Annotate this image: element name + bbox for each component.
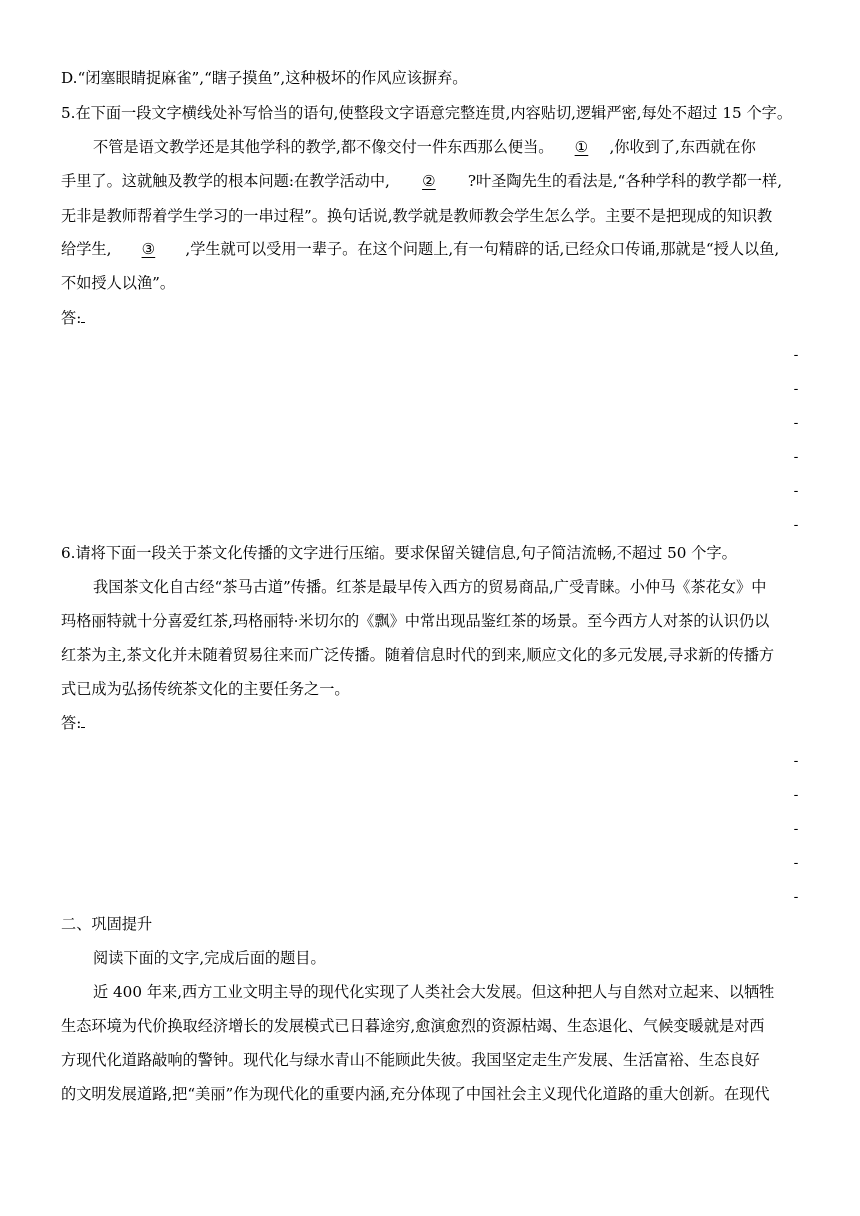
question-6-prompt: 6.请将下面一段关于茶文化传播的文字进行压缩。要求保留关键信息,句子简洁流畅,不超过 50 个字。 [61,544,737,562]
answer-blank-2[interactable]: ② [422,172,436,190]
passage-text: ?叶圣陶先生的看法是,“各种学科的教学都一样, [467,172,783,190]
question-5-passage-line [93,137,801,157]
question-6-passage-line: 式已成为弘扬传统茶文化的主要任务之一。 [61,680,350,698]
option-d: D.“闭塞眼睛捉麻雀”,“瞎子摸鱼”,这种极坏的作风应该摒弃。 [61,69,468,87]
reading-passage-line: 方现代化道路敲响的警钟。现代化与绿水青山不能顾此失彼。我国坚定走生产发展、生活富裕、生态良好 [61,1051,760,1069]
passage-text: 给学生, [61,240,112,258]
answer-blank-1[interactable]: ① [574,138,589,156]
answer-label [61,713,801,733]
question-6-passage-line: 红茶为主,茶文化并未随着贸易往来而广泛传播。随着信息时代的到来,顺应文化的多元发展,寻求新的传播方 [61,646,775,664]
answer-line-mark: - [793,483,799,499]
reading-passage-line: 近 400 年来,西方工业文明主导的现代化实现了人类社会大发展。但这种把人与自然对立起来、以牺牲 [93,983,775,1001]
passage-text: 手里了。这就触及教学的根本问题:在教学活动中, [61,172,390,190]
question-5-passage-line: 无非是教师帮着学生学习的一串过程”。换句话说,教学就是教师教会学生怎么学。主要不是把现成的知识教 [61,207,773,225]
reading-instruction: 阅读下面的文字,完成后面的题目。 [93,949,326,967]
answer-line-mark: - [793,449,799,465]
question-5-passage-line: 不如授人以渔”。 [61,274,176,292]
passage-text: ,学生就可以受用一辈子。在这个问题上,有一句精辟的话,已经众口传诵,那就是“授人以鱼, [185,240,780,258]
answer-line-mark: - [793,889,799,905]
question-6-passage-line: 我国茶文化自古经“茶马古道”传播。红茶是最早传入西方的贸易商品,广受青睐。小仲马《茶花女》中 [93,578,767,596]
answer-line-mark: - [793,753,799,769]
answer-underline[interactable] [81,310,85,323]
answer-label-text: 答: [61,714,82,732]
answer-line-mark: - [793,347,799,363]
passage-text: 不管是语文教学还是其他学科的教学,都不像交付一件东西那么便当。 [93,138,554,156]
answer-line-mark: - [793,821,799,837]
reading-passage-line: 的文明发展道路,把“美丽”作为现代化的重要内涵,充分体现了中国社会主义现代化道路的重大创新。在现代 [61,1085,770,1103]
answer-label-text: 答: [61,309,82,327]
passage-text: ,你收到了,东西就在你 [609,138,756,156]
question-5-passage-line [61,171,801,191]
answer-line-mark: - [793,381,799,397]
question-5-passage-line [61,239,801,259]
answer-line-mark: - [793,415,799,431]
answer-underline[interactable] [81,715,85,728]
section-heading: 二、巩固提升 [61,915,153,933]
question-6-passage-line: 玛格丽特就十分喜爱红茶,玛格丽特·米切尔的《飘》中常出现品鉴红茶的场景。至今西方人对茶的认识仍以 [61,612,770,630]
reading-passage-line: 生态环境为代价换取经济增长的发展模式已日暮途穷,愈演愈烈的资源枯竭、生态退化、气候变暖就是对西 [61,1017,765,1035]
question-5-prompt: 5.在下面一段文字横线处补写恰当的语句,使整段文字语意完整连贯,内容贴切,逻辑严密,每处不超过 15 个字。 [61,104,793,122]
answer-label [61,308,801,328]
answer-blank-3[interactable]: ③ [141,240,156,258]
answer-line-mark: - [793,517,799,533]
answer-line-mark: - [793,855,799,871]
answer-line-mark: - [793,787,799,803]
